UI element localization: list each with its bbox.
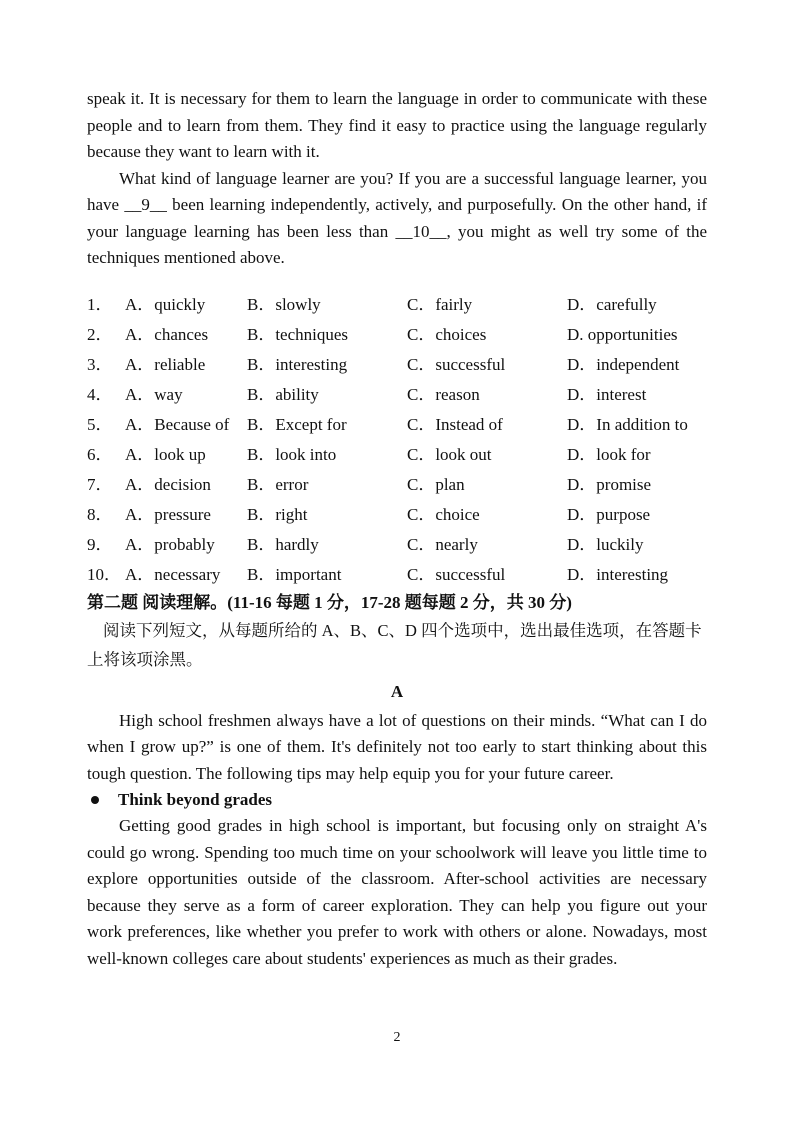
- option-c: C．reason: [407, 384, 480, 404]
- option-a: A．pressure: [125, 504, 211, 524]
- passage-paragraph: What kind of language learner are you? If you are a successful language learner, you have __9__ been learning independently, actively, and purposefully. On the other hand, if your language learning has been less than __10__, you might as well try some of the techniques mentioned above.: [87, 168, 707, 267]
- exam-page: [87, 86, 707, 972]
- bullet-heading: [87, 787, 707, 813]
- option-c: C．choices: [407, 324, 487, 344]
- option-a: A．decision: [125, 474, 211, 494]
- option-c: C．successful: [407, 354, 506, 374]
- question-number: 2．: [87, 324, 113, 344]
- option-b: B．techniques: [247, 324, 349, 344]
- option-c: C．successful: [407, 564, 506, 584]
- option-row: [87, 410, 707, 440]
- passage-label: A: [390, 681, 404, 701]
- option-b: B．interesting: [247, 354, 348, 374]
- option-d: D．interest: [567, 384, 647, 404]
- question-number: 9．: [87, 534, 113, 554]
- question-number: 10．: [87, 564, 121, 584]
- passage-paragraph: Getting good grades in high school is important, but focusing only on straight A's could go wrong. Spending too much time on your schoolwork will leave you little time to explore opportunities outside of the classroom. After-school activities are necessary because they serve as a form of career exploration. They can help you figure out your work preferences, like whether you prefer to work with others or alone. Nowadays, most well-known colleges care about students' experiences as much as their grades.: [87, 816, 707, 968]
- option-row: [87, 470, 707, 500]
- section-instruction: 阅读下列短文，从每题所给的 A、B、C、D 四个选项中，选出最佳选项，在答题卡上将该项涂黑。: [87, 620, 702, 669]
- question-number: 4．: [87, 384, 113, 404]
- option-d: D．carefully: [567, 294, 657, 314]
- option-b: B．hardly: [247, 534, 319, 554]
- question-number: 1．: [87, 294, 113, 314]
- option-a: A．probably: [125, 534, 215, 554]
- option-a: A．necessary: [125, 564, 221, 584]
- option-row: [87, 530, 707, 560]
- option-d: D．interesting: [567, 564, 669, 584]
- bullet-heading-text: Think beyond grades: [118, 790, 272, 809]
- question-number: 5．: [87, 414, 113, 434]
- option-b: B．important: [247, 564, 342, 584]
- option-c: C．nearly: [407, 534, 478, 554]
- option-c: C．plan: [407, 474, 465, 494]
- option-row: [87, 500, 707, 530]
- page-number: 2: [393, 1030, 401, 1045]
- option-d: D．luckily: [567, 534, 644, 554]
- question-number: 3．: [87, 354, 113, 374]
- option-d: D．independent: [567, 354, 680, 374]
- option-a: A．way: [125, 384, 183, 404]
- option-row: [87, 320, 707, 350]
- option-a: A．chances: [125, 324, 209, 344]
- question-number: 7．: [87, 474, 113, 494]
- question-number: 6．: [87, 444, 113, 464]
- option-b: B．error: [247, 474, 309, 494]
- option-d: D．purpose: [567, 504, 651, 524]
- option-a: A．Because of: [125, 414, 230, 434]
- options-list: [87, 290, 707, 590]
- option-d: D. opportunities: [567, 324, 678, 344]
- bullet-dot-icon: [91, 796, 99, 804]
- option-a: A．look up: [125, 444, 206, 464]
- option-b: B．look into: [247, 444, 337, 464]
- option-row: [87, 380, 707, 410]
- option-a: A．reliable: [125, 354, 206, 374]
- section-title: 第二题 阅读理解。(11-16 每题 1 分，17-28 题每题 2 分，共 30 分): [87, 592, 572, 612]
- option-b: B．slowly: [247, 294, 321, 314]
- option-b: B．Except for: [247, 414, 347, 434]
- passage-paragraph: High school freshmen always have a lot of questions on their minds. “What can I do when I grow up?” is one of them. It's definitely not too early to start thinking about this tough question. The following tips may help equip you for your future career.: [87, 710, 707, 783]
- option-c: C．fairly: [407, 294, 473, 314]
- option-d: D．promise: [567, 474, 652, 494]
- option-d: D．look for: [567, 444, 651, 464]
- question-number: 8．: [87, 504, 113, 524]
- option-a: A．quickly: [125, 294, 206, 314]
- option-b: B．ability: [247, 384, 319, 404]
- option-c: C．choice: [407, 504, 480, 524]
- option-d: D．In addition to: [567, 414, 688, 434]
- option-row: [87, 350, 707, 380]
- option-row: [87, 440, 707, 470]
- option-b: B．right: [247, 504, 308, 524]
- option-row: [87, 290, 707, 320]
- passage-paragraph: speak it. It is necessary for them to learn the language in order to communicate with these people and to learn from them. They find it easy to practice using the language regularly because they want to learn with it.: [87, 89, 707, 161]
- option-c: C．look out: [407, 444, 492, 464]
- option-row: [87, 560, 707, 590]
- option-c: C．Instead of: [407, 414, 503, 434]
